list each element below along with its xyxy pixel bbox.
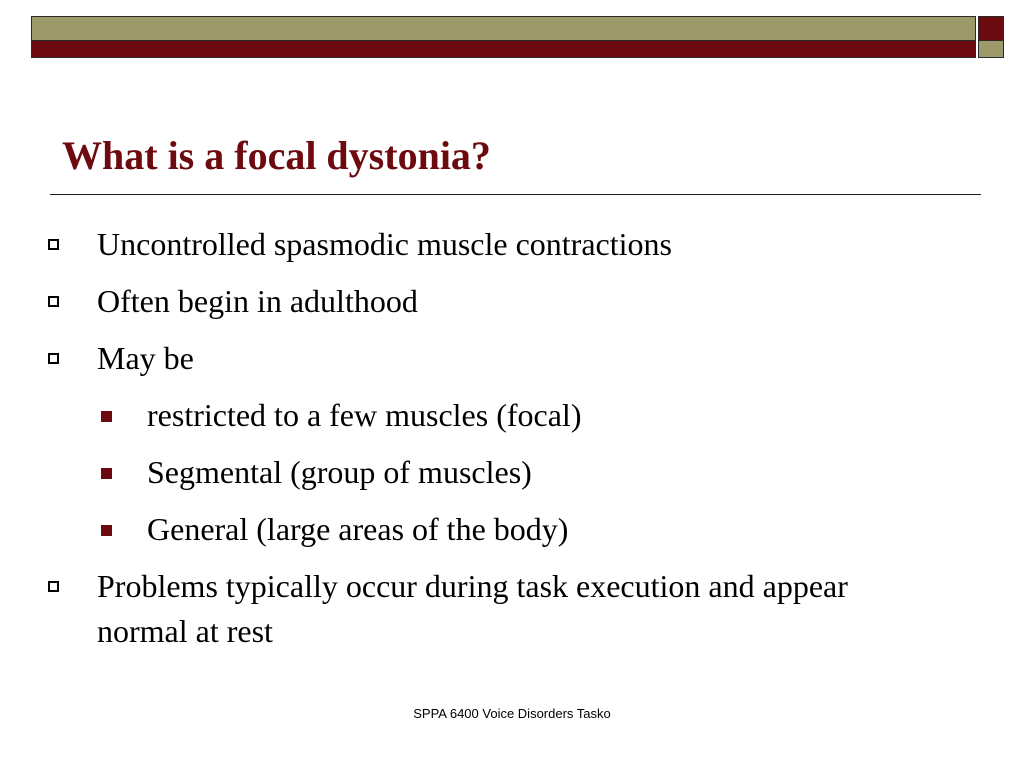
bullet-item xyxy=(0,564,937,654)
hollow-square-bullet-icon xyxy=(48,353,59,364)
bullet-text: Often begin in adulthood xyxy=(97,283,418,319)
sub-bullet-item xyxy=(0,450,937,495)
bullet-item xyxy=(0,336,937,381)
bullet-text: Problems typically occur during task execution and appear normal at rest xyxy=(97,568,848,649)
sub-bullet-text: restricted to a few muscles (focal) xyxy=(147,397,582,433)
header-square-maroon xyxy=(978,16,1004,41)
hollow-square-bullet-icon xyxy=(48,581,59,592)
header-bar-olive xyxy=(31,16,976,41)
hollow-square-bullet-icon xyxy=(48,296,59,307)
sub-bullet-text: Segmental (group of muscles) xyxy=(147,454,532,490)
bullet-list xyxy=(0,222,1024,666)
slide-title: What is a focal dystonia? xyxy=(62,133,491,178)
header-bar-maroon xyxy=(31,41,976,58)
footer-text: SPPA 6400 Voice Disorders Tasko xyxy=(413,706,611,721)
header-square-olive xyxy=(978,41,1004,58)
filled-square-bullet-icon xyxy=(101,411,112,422)
hollow-square-bullet-icon xyxy=(48,239,59,250)
sub-bullet-item xyxy=(0,393,937,438)
bullet-item xyxy=(0,279,937,324)
sub-bullet-text: General (large areas of the body) xyxy=(147,511,569,547)
slide-footer xyxy=(0,706,1024,721)
filled-square-bullet-icon xyxy=(101,525,112,536)
bullet-text: Uncontrolled spasmodic muscle contractions xyxy=(97,226,672,262)
sub-bullet-item xyxy=(0,507,937,552)
bullet-text: May be xyxy=(97,340,194,376)
bullet-item xyxy=(0,222,937,267)
filled-square-bullet-icon xyxy=(101,468,112,479)
title-divider xyxy=(50,194,981,195)
